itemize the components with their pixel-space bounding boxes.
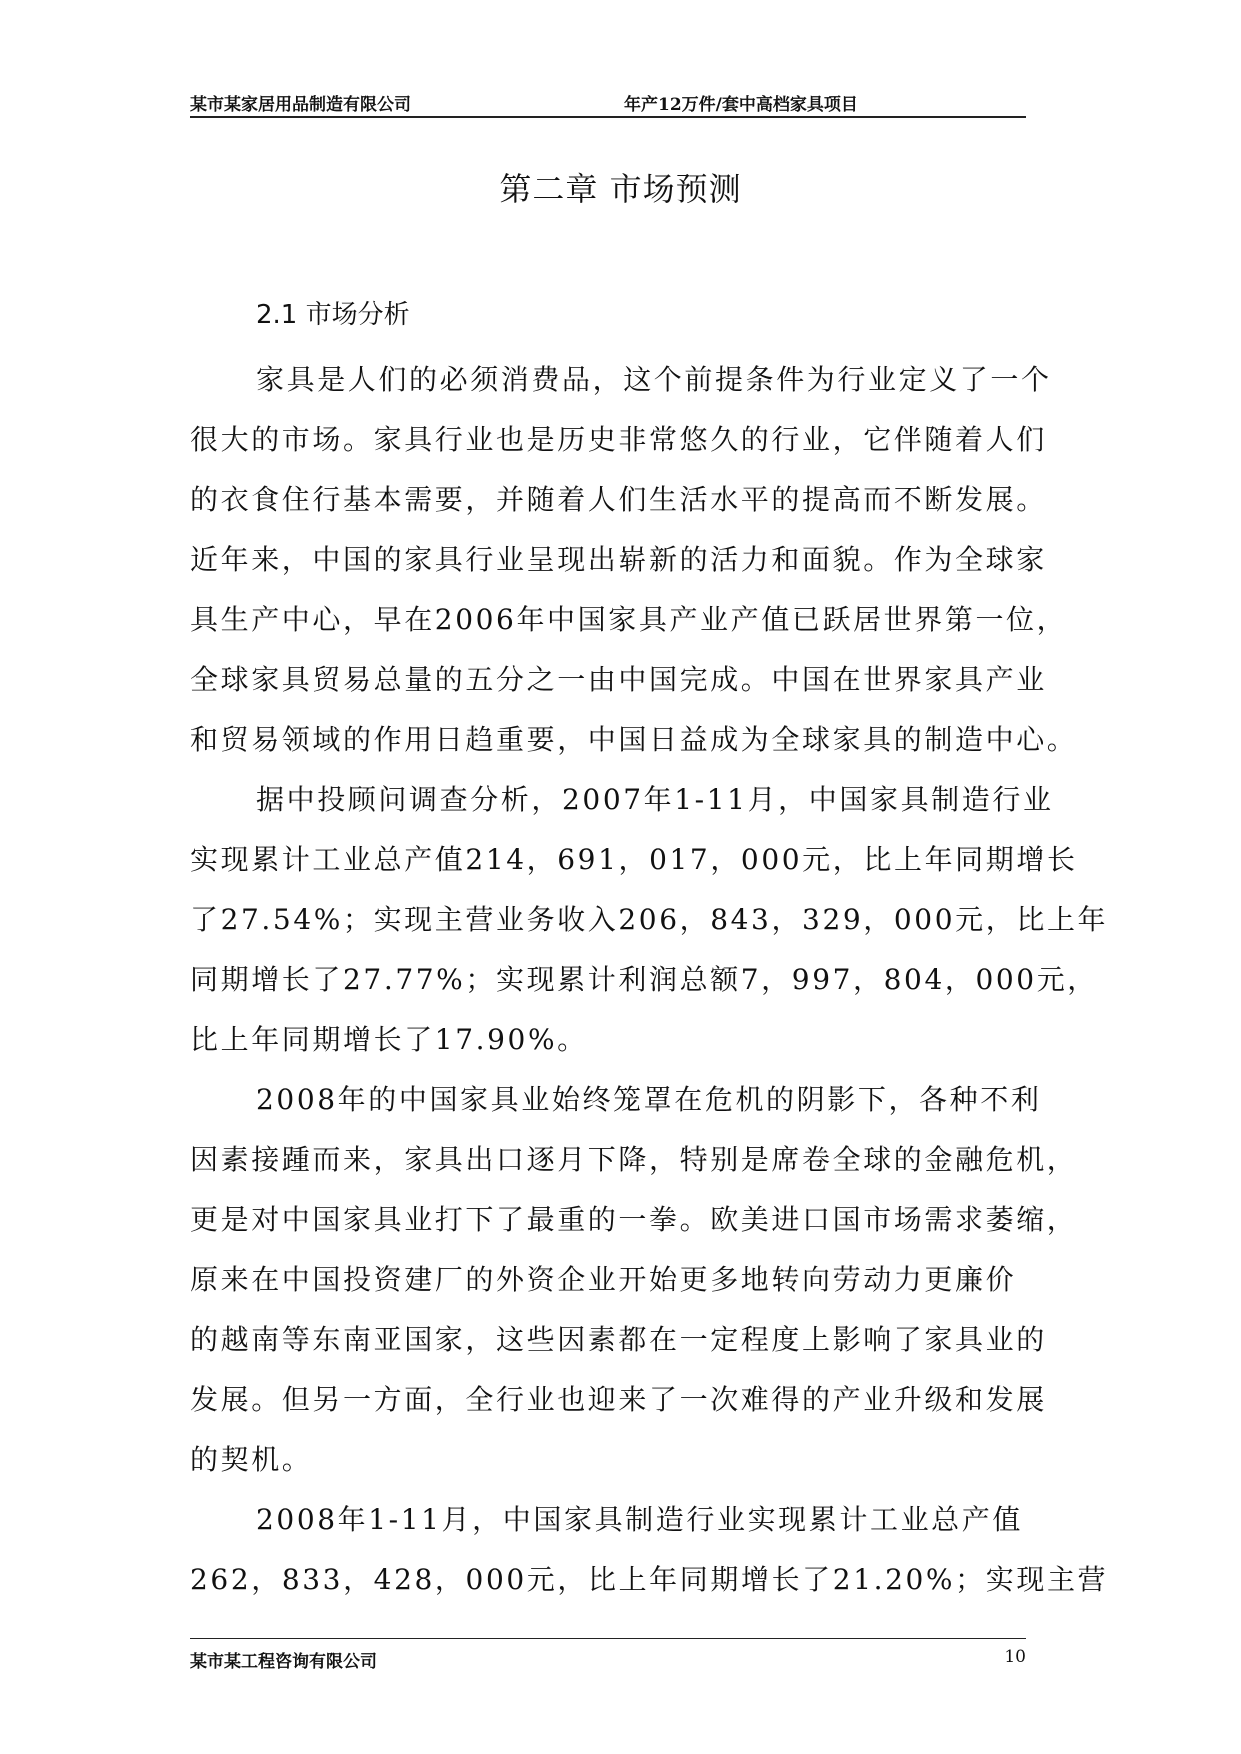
paragraph-line: 的衣食住行基本需要，并随着人们生活水平的提高而不断发展。: [190, 483, 1047, 516]
header-project: 年产12万件/套中高档家具项目: [624, 95, 858, 115]
paragraph-line: 262，833，428，000元，比上年同期增长了21.20%；实现主营: [190, 1563, 1109, 1596]
body-text: [190, 350, 1109, 1610]
paragraph-line: 了27.54%；实现主营业务收入206，843，329，000元，比上年: [190, 903, 1109, 936]
footer-company: 某市某工程咨询有限公司: [190, 1652, 377, 1672]
paragraph-line: 2008年1-11月，中国家具制造行业实现累计工业总产值: [256, 1503, 1023, 1536]
paragraph-line: 很大的市场。家具行业也是历史非常悠久的行业，它伴随着人们: [190, 423, 1047, 456]
paragraph-line: 据中投顾问调查分析，2007年1-11月，中国家具制造行业: [256, 783, 1054, 816]
chapter-title: 第二章 市场预测: [499, 170, 742, 208]
paragraph-line: 发展。但另一方面，全行业也迎来了一次难得的产业升级和发展: [190, 1383, 1047, 1416]
paragraph-line: 实现累计工业总产值214，691，017，000元，比上年同期增长: [190, 843, 1078, 876]
paragraph-line: 2008年的中国家具业始终笼罩在危机的阴影下，各种不利: [256, 1083, 1042, 1116]
page-footer: [190, 1638, 1026, 1672]
paragraph-line: 更是对中国家具业打下了最重的一拳。欧美进口国市场需求萎缩，: [190, 1203, 1078, 1236]
paragraph-line: 的契机。: [190, 1443, 313, 1476]
paragraph-line: 的越南等东南亚国家，这些因素都在一定程度上影响了家具业的: [190, 1323, 1047, 1356]
paragraph-line: 原来在中国投资建厂的外资企业开始更多地转向劳动力更廉价: [190, 1263, 1017, 1296]
section-title: 2.1 市场分析: [256, 300, 410, 330]
paragraph-line: 具生产中心，早在2006年中国家具产业产值已跃居世界第一位，: [190, 603, 1068, 636]
paragraph-line: 比上年同期增长了17.90%。: [190, 1023, 588, 1056]
paragraph-line: 近年来，中国的家具行业呈现出崭新的活力和面貌。作为全球家: [190, 543, 1047, 576]
paragraph-line: 因素接踵而来，家具出口逐月下降，特别是席卷全球的金融危机，: [190, 1143, 1078, 1176]
paragraph-line: 全球家具贸易总量的五分之一由中国完成。中国在世界家具产业: [190, 663, 1047, 696]
page-number: 10: [1004, 1647, 1026, 1667]
paragraph-line: 家具是人们的必须消费品，这个前提条件为行业定义了一个: [256, 363, 1052, 396]
paragraph-line: 同期增长了27.77%；实现累计利润总额7，997，804，000元，: [190, 963, 1098, 996]
header-company: 某市某家居用品制造有限公司: [190, 95, 411, 115]
page-header: [190, 86, 1026, 118]
paragraph-line: 和贸易领域的作用日趋重要，中国日益成为全球家具的制造中心。: [190, 723, 1078, 756]
